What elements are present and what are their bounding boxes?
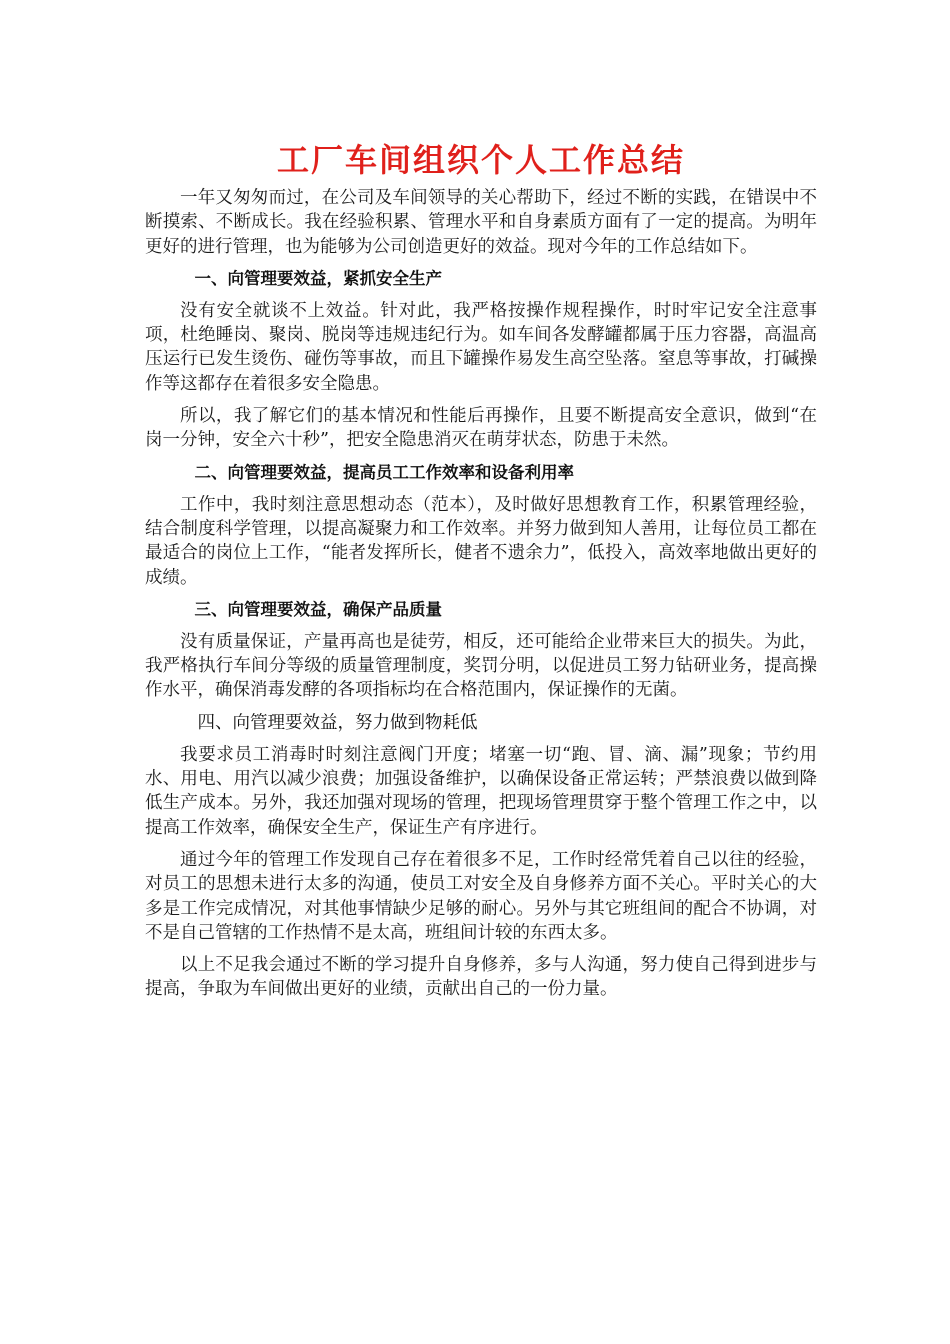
paragraph-efficiency: 工作中，我时刻注意思想动态（范本），及时做好思想教育工作，积累管理经验，结合制度科学管理，以提高凝聚力和工作效率。并努力做到知人善用，让每位员工都在最适合的岗位上工作，“能者发挥所长，健者不遗余力”，低投入，高效率地做出更好的成绩。 xyxy=(145,494,817,588)
paragraph-consumption: 我要求员工消毒时时刻注意阀门开度；堵塞一切“跑、冒、滴、漏”现象；节约用水、用电、用汽以减少浪费；加强设备维护，以确保设备正常运转；严禁浪费以做到降低生产成本。另外，我还加强对现场的管理，把现场管理贯穿于整个管理工作之中，以提高工作效率，确保安全生产，保证生产有序进行。 xyxy=(145,744,817,838)
section-heading-safety: 一、向管理要效益，紧抓安全生产 xyxy=(194,268,442,288)
document-body xyxy=(145,138,817,1010)
document-title: 工厂车间组织个人工作总结 xyxy=(276,141,685,179)
section-heading-consumption: 四、向管理要效益，努力做到物耗低 xyxy=(197,712,478,733)
paragraph-shortcomings: 通过今年的管理工作发现自己存在着很多不足，工作时经常凭着自己以往的经验，对员工的思想未进行太多的沟通，使员工对安全及自身修养方面不关心。平时关心的大多是工作完成情况，对其他事情缺少足够的耐心。另外与其它班组间的配合不协调，对不是自己管辖的工作热情不是太高，班组间计较的东西太多。 xyxy=(145,849,817,943)
paragraph-intro: 一年又匆匆而过，在公司及车间领导的关心帮助下，经过不断的实践，在错误中不断摸索、不断成长。我在经验积累、管理水平和自身素质方面有了一定的提高。为明年更好的进行管理，也为能够为公司创造更好的效益。现对今年的工作总结如下。 xyxy=(145,188,817,257)
paragraph-safety-1: 没有安全就谈不上效益。针对此，我严格按操作规程操作，时时牢记安全注意事项，杜绝睡岗、聚岗、脱岗等违规违纪行为。如车间各发酵罐都属于压力容器，高温高压运行已发生烫伤、碰伤等事故，而且下罐操作易发生高空坠落。窒息等事故，打碱操作等这都存在着很多安全隐患。 xyxy=(145,300,817,394)
paragraph-conclusion: 以上不足我会通过不断的学习提升自身修养，多与人沟通，努力使自己得到进步与提高，争取为车间做出更好的业绩，贡献出自己的一份力量。 xyxy=(145,955,817,1000)
section-heading-quality: 三、向管理要效益，确保产品质量 xyxy=(194,599,442,619)
paragraph-safety-2: 所以，我了解它们的基本情况和性能后再操作，且要不断提高安全意识，做到“在岗一分钟，安全六十秒”，把安全隐患消灭在萌芽状态，防患于未然。 xyxy=(145,406,817,451)
section-heading-efficiency: 二、向管理要效益，提高员工工作效率和设备利用率 xyxy=(194,462,574,482)
paragraph-quality: 没有质量保证，产量再高也是徒劳，相反，还可能给企业带来巨大的损失。为此，我严格执行车间分等级的质量管理制度，奖罚分明，以促进员工努力钻研业务，提高操作水平，确保消毒发酵的各项指标均在合格范围内，保证操作的无菌。 xyxy=(145,631,817,701)
